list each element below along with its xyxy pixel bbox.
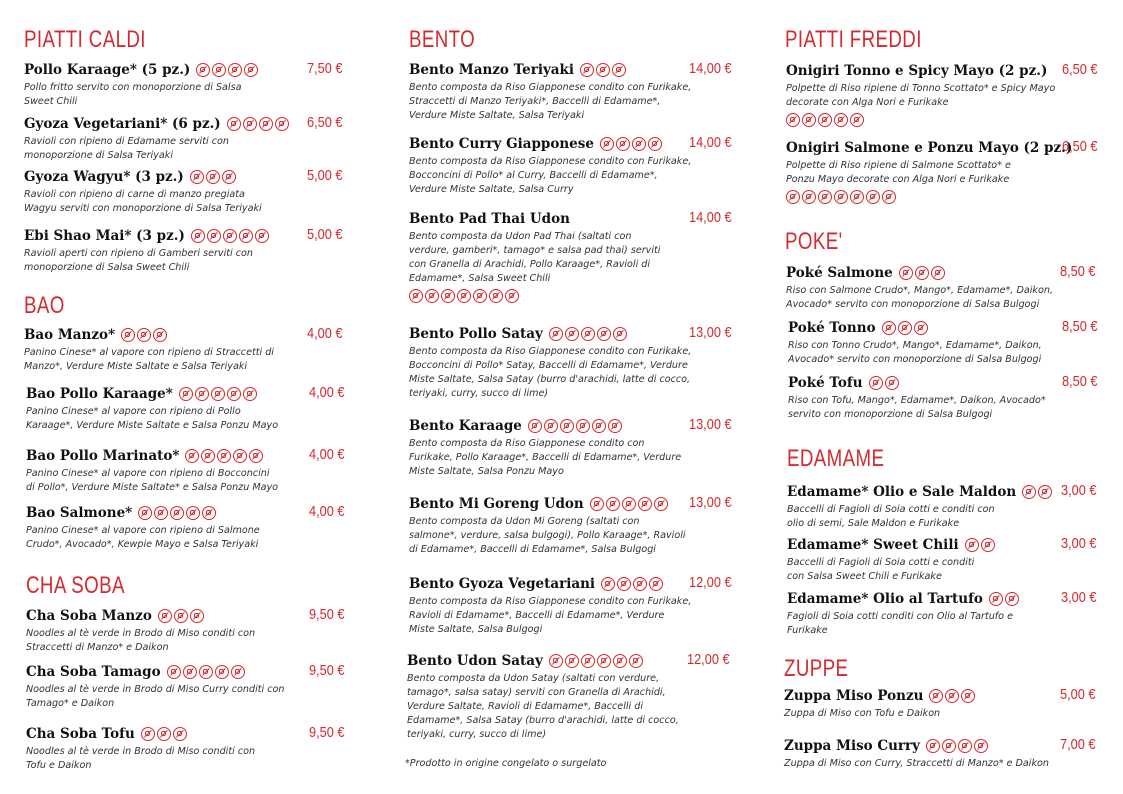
- allergen-icon: [223, 229, 237, 243]
- allergen-icons: [600, 137, 662, 151]
- allergen-icon: [965, 538, 979, 552]
- allergen-icons: [926, 739, 988, 753]
- allergen-icons: [528, 419, 622, 433]
- allergen-icon: [244, 63, 258, 77]
- item-description: Bento composta da Riso Giapponese condito con Furikake, Bocconcini di Pollo* al Curry, Baccelli di Edamame*, Verdure Miste Saltate, Salsa Curry: [409, 156, 692, 195]
- item-name: Bao Pollo Karaage*: [26, 386, 173, 402]
- item-description: Baccelli di Fagioli di Soia cotti e conditi con olio di semi, Sale Maldon e Furikake: [787, 504, 995, 529]
- allergen-icon: [989, 592, 1003, 606]
- allergen-icons: [549, 654, 643, 668]
- item-name: Bento Pad Thai Udon: [409, 211, 570, 227]
- menu-item: [407, 651, 747, 742]
- item-price: 5,00 €: [1060, 686, 1096, 703]
- item-price: 7,50 €: [307, 60, 343, 77]
- allergen-icon: [1038, 485, 1052, 499]
- allergen-icon: [179, 387, 193, 401]
- allergen-icon: [942, 739, 956, 753]
- allergen-icons: [786, 190, 1106, 204]
- menu-item: [784, 736, 1104, 771]
- item-name: Poké Salmone: [786, 265, 893, 281]
- allergen-icon: [590, 497, 604, 511]
- menu-item: [26, 384, 366, 433]
- item-description: Noodles al tè verde in Brodo di Miso conditi con Straccetti di Manzo* e Daikon: [26, 628, 256, 653]
- allergen-icon: [153, 328, 167, 342]
- allergen-icons: [869, 376, 899, 390]
- item-price: 9,50 €: [309, 724, 345, 741]
- menu-item: [24, 325, 364, 374]
- item-name: Ebi Shao Mai* (3 pz.): [24, 228, 185, 244]
- allergen-icon: [632, 137, 646, 151]
- allergen-icon: [549, 654, 563, 668]
- menu-item: [24, 226, 364, 275]
- menu-item: [409, 134, 749, 197]
- allergen-icon: [648, 137, 662, 151]
- allergen-icons: [141, 727, 187, 741]
- item-name: Gyoza Wagyu* (3 pz.): [24, 169, 184, 185]
- allergen-icon: [882, 190, 896, 204]
- menu-item: [26, 503, 366, 552]
- allergen-icon: [608, 419, 622, 433]
- allergen-icons: [227, 117, 289, 131]
- item-price: 4,00 €: [307, 325, 343, 342]
- item-price: 4,00 €: [309, 503, 345, 520]
- allergen-icon: [926, 739, 940, 753]
- allergen-icon: [869, 376, 883, 390]
- allergen-icons: [989, 592, 1019, 606]
- allergen-icon: [638, 497, 652, 511]
- item-name: Bento Udon Satay: [407, 653, 543, 669]
- allergen-icons: [191, 229, 269, 243]
- item-price: 12,00 €: [689, 574, 732, 591]
- allergen-icons: [185, 449, 263, 463]
- allergen-icon: [217, 449, 231, 463]
- allergen-icons: [409, 289, 749, 303]
- menu-item: [409, 416, 749, 479]
- item-description: Bento composta da Udon Mi Goreng (saltati con salmone*, verdure, salsa bulgogi), Pollo Karaage*, Ravioli di Edamame*, Baccelli di Edamame*, Salsa Bulgogi: [409, 516, 686, 555]
- item-title-line: [787, 589, 1107, 609]
- allergen-icon: [190, 609, 204, 623]
- item-title-line: [786, 61, 1106, 81]
- item-price: 7,00 €: [1060, 736, 1096, 753]
- item-description: Panino Cinese* al vapore con ripieno di Pollo Karaage*, Verdure Miste Saltate e Salsa Ponzu Mayo: [26, 406, 279, 431]
- menu-item: [786, 263, 1106, 312]
- item-name: Bento Curry Giapponese: [409, 136, 594, 152]
- allergen-icon: [227, 117, 241, 131]
- item-name: Poké Tonno: [788, 320, 876, 336]
- item-price: 6,50 €: [1062, 61, 1098, 78]
- section-title-zuppe: ZUPPE: [784, 655, 849, 682]
- allergen-icon: [473, 289, 487, 303]
- allergen-icons: [929, 689, 975, 703]
- menu-item: [787, 535, 1107, 584]
- allergen-icon: [899, 266, 913, 280]
- menu-item: [26, 662, 366, 711]
- menu-item: [26, 724, 366, 773]
- allergen-icon: [183, 665, 197, 679]
- item-name: Bao Pollo Marinato*: [26, 448, 180, 464]
- allergen-icon: [201, 449, 215, 463]
- item-name: Bento Pollo Satay: [409, 326, 543, 342]
- allergen-icons: [167, 665, 245, 679]
- item-description: Noodles al tè verde in Brodo di Miso Curry conditi con Tamago* e Daikon: [26, 684, 285, 709]
- allergen-icon: [185, 449, 199, 463]
- item-description: Panino Cinese* al vapore con ripieno di Salmone Crudo*, Avocado*, Kewpie Mayo e Salsa Teriyaki: [26, 525, 260, 550]
- item-name: Poké Tofu: [788, 375, 863, 391]
- allergen-icon: [818, 113, 832, 127]
- allergen-icon: [606, 497, 620, 511]
- allergen-icon: [457, 289, 471, 303]
- item-price: 8,50 €: [1060, 263, 1096, 280]
- allergen-icon: [649, 577, 663, 591]
- allergen-icon: [195, 387, 209, 401]
- allergen-icon: [170, 506, 184, 520]
- item-description: Bento composta da Riso Giapponese condito con Furikake, Pollo Karaage*, Baccelli di Edamame*, Verdure Miste Saltate, Salsa Ponzu Mayo: [409, 438, 682, 477]
- item-description: Bento composta da Udon Satay (saltati con verdure, tamago*, salsa satay) serviti con Granella di Arachidi, Verdure Saltate, Ravioli di Edamame*, Baccelli di Edamame*, Salsa Satay (burro d'arachidi, latte di cocco, teriyaki, curry, succo di lime): [407, 673, 679, 740]
- menu-item: [784, 686, 1104, 721]
- allergen-icon: [141, 727, 155, 741]
- item-description: Panino Cinese* al vapore con ripieno di Straccetti di Manzo*, Verdure Miste Saltate e Salsa Teriyaki: [24, 347, 274, 372]
- allergen-icon: [565, 327, 579, 341]
- menu-item: [26, 606, 366, 655]
- allergen-icon: [914, 321, 928, 335]
- allergen-icon: [157, 727, 171, 741]
- allergen-icon: [882, 321, 896, 335]
- allergen-icon: [1022, 485, 1036, 499]
- allergen-icon: [802, 113, 816, 127]
- allergen-icons: [549, 327, 627, 341]
- section-title-edamame: EDAMAME: [787, 445, 885, 472]
- item-title-line: [786, 138, 1106, 158]
- allergen-icon: [616, 137, 630, 151]
- allergen-icon: [228, 63, 242, 77]
- allergen-icon: [612, 63, 626, 77]
- item-name: Cha Soba Tamago: [26, 664, 161, 680]
- item-description: Polpette di Riso ripiene di Salmone Scottato* e Ponzu Mayo decorate con Alga Nori e Furikake: [786, 160, 1011, 185]
- item-description: Riso con Salmone Crudo*, Mango*, Edamame*, Daikon, Avocado* servito con monoporzione di Salsa Bulgogi: [786, 285, 1053, 310]
- item-description: Ravioli con ripieno di Edamame serviti con monoporzione di Salsa Teriyaki: [24, 136, 229, 161]
- item-name: Edamame* Olio al Tartufo: [787, 591, 983, 607]
- item-description: Zuppa di Miso con Tofu e Daikon: [784, 708, 941, 719]
- allergen-icon: [601, 577, 615, 591]
- item-title-line: [788, 373, 1108, 393]
- allergen-icon: [597, 327, 611, 341]
- allergen-icon: [167, 665, 181, 679]
- menu-item: [787, 589, 1107, 638]
- item-name: Cha Soba Tofu: [26, 726, 135, 742]
- allergen-icon: [597, 654, 611, 668]
- menu-item: [24, 60, 364, 109]
- item-price: 9,50 €: [309, 606, 345, 623]
- menu-item: [24, 167, 364, 216]
- allergen-icon: [622, 497, 636, 511]
- allergen-icon: [915, 266, 929, 280]
- allergen-icons: [121, 328, 167, 342]
- item-price: 6,50 €: [307, 114, 343, 131]
- menu-item: [26, 446, 366, 495]
- allergen-icon: [207, 229, 221, 243]
- section-title-bao: BAO: [24, 292, 65, 319]
- item-price: 9,50 €: [309, 662, 345, 679]
- allergen-icon: [850, 190, 864, 204]
- allergen-icon: [206, 170, 220, 184]
- allergen-icon: [121, 328, 135, 342]
- allergen-icon: [249, 449, 263, 463]
- item-description: Fagioli di Soia cotti conditi con Olio al Tartufo e Furikake: [787, 611, 1013, 636]
- item-name: Zuppa Miso Curry: [784, 738, 921, 754]
- allergen-icon: [945, 689, 959, 703]
- allergen-icon: [581, 327, 595, 341]
- allergen-icon: [255, 229, 269, 243]
- allergen-icon: [633, 577, 647, 591]
- allergen-icons: [965, 538, 995, 552]
- allergen-icon: [885, 376, 899, 390]
- item-name: Bento Karaage: [409, 418, 522, 434]
- allergen-icon: [786, 113, 800, 127]
- allergen-icons: [580, 63, 626, 77]
- item-title-line: [784, 736, 1104, 756]
- item-description: Ravioli aperti con ripieno di Gamberi serviti con monoporzione di Salsa Sweet Chili: [24, 248, 253, 273]
- menu-item: [788, 318, 1108, 367]
- item-description: Ravioli con ripieno di carne di manzo pregiata Wagyu serviti con monoporzione di Salsa Teriyaki: [24, 189, 262, 214]
- allergen-icon: [974, 739, 988, 753]
- allergen-icons: [786, 113, 1106, 127]
- menu-item: [24, 114, 364, 163]
- allergen-icon: [222, 170, 236, 184]
- allergen-icon: [409, 289, 423, 303]
- allergen-icon: [802, 190, 816, 204]
- allergen-icon: [958, 739, 972, 753]
- section-title-cha-soba: CHA SOBA: [26, 572, 125, 599]
- item-description: Polpette di Riso ripiene di Tonno Scottato* e Spicy Mayo decorate con Alga Nori e Furikake: [786, 83, 1056, 108]
- allergen-icon: [505, 289, 519, 303]
- allergen-icon: [834, 113, 848, 127]
- menu-item: [788, 373, 1108, 422]
- item-name: Gyoza Vegetariani* (6 pz.): [24, 116, 221, 132]
- allergen-icon: [173, 727, 187, 741]
- allergen-icon: [174, 609, 188, 623]
- allergen-icon: [199, 665, 213, 679]
- allergen-icon: [227, 387, 241, 401]
- item-price: 4,00 €: [309, 384, 345, 401]
- item-price: 5,00 €: [307, 226, 343, 243]
- allergen-icon: [544, 419, 558, 433]
- item-name: Bento Mi Goreng Udon: [409, 496, 584, 512]
- item-title-line: [788, 318, 1108, 338]
- allergen-icon: [961, 689, 975, 703]
- item-description: Baccelli di Fagioli di Soia cotti e conditi con Salsa Sweet Chili e Furikake: [787, 557, 975, 582]
- menu-item: [787, 482, 1107, 531]
- allergen-icon: [231, 665, 245, 679]
- item-name: Pollo Karaage* (5 pz.): [24, 62, 191, 78]
- allergen-icon: [600, 137, 614, 151]
- allergen-icon: [239, 229, 253, 243]
- allergen-icon: [786, 190, 800, 204]
- allergen-icon: [196, 63, 210, 77]
- allergen-icon: [233, 449, 247, 463]
- allergen-icon: [560, 419, 574, 433]
- allergen-icon: [211, 387, 225, 401]
- item-name: Edamame* Sweet Chili: [787, 537, 959, 553]
- allergen-icon: [186, 506, 200, 520]
- allergen-icon: [191, 229, 205, 243]
- item-description: Riso con Tofu, Mango*, Edamame*, Daikon, Avocado* servito con monoporzione di Salsa Bulgogi: [788, 395, 1046, 420]
- item-price: 14,00 €: [689, 60, 732, 77]
- allergen-icons: [158, 609, 204, 623]
- allergen-icon: [629, 654, 643, 668]
- allergen-icon: [275, 117, 289, 131]
- allergen-icon: [190, 170, 204, 184]
- item-price: 8,50 €: [1062, 373, 1098, 390]
- allergen-icon: [243, 387, 257, 401]
- item-name: Bao Salmone*: [26, 505, 133, 521]
- allergen-icon: [654, 497, 668, 511]
- item-name: Onigiri Tonno e Spicy Mayo (2 pz.): [786, 63, 1048, 79]
- item-price: 13,00 €: [689, 416, 732, 433]
- menu-item: [786, 61, 1106, 127]
- item-price: 6,50 €: [1062, 138, 1098, 155]
- item-price: 14,00 €: [689, 209, 732, 226]
- allergen-icons: [190, 170, 236, 184]
- allergen-icon: [441, 289, 455, 303]
- item-title-line: [784, 686, 1104, 706]
- allergen-icon: [866, 190, 880, 204]
- allergen-icon: [138, 506, 152, 520]
- item-description: Noodles al tè verde in Brodo di Miso conditi con Tofu e Daikon: [26, 746, 256, 771]
- menu-item: [409, 209, 749, 303]
- menu-item: [409, 494, 749, 557]
- item-price: 4,00 €: [309, 446, 345, 463]
- allergen-icon: [596, 63, 610, 77]
- item-price: 3,00 €: [1061, 589, 1097, 606]
- allergen-icons: [138, 506, 216, 520]
- section-title-poke: POKE': [785, 228, 843, 255]
- section-title-bento: BENTO: [409, 26, 476, 53]
- item-title-line: [786, 263, 1106, 283]
- item-price: 13,00 €: [689, 494, 732, 511]
- item-price: 3,00 €: [1061, 535, 1097, 552]
- allergen-icon: [549, 327, 563, 341]
- allergen-icon: [489, 289, 503, 303]
- menu-item: [409, 574, 749, 637]
- allergen-icon: [259, 117, 273, 131]
- item-name: Zuppa Miso Ponzu: [784, 688, 924, 704]
- item-title-line: [787, 482, 1107, 502]
- item-name: Edamame* Olio e Sale Maldon: [787, 484, 1017, 500]
- item-description: Panino Cinese* al vapore con ripieno di Bocconcini di Pollo*, Verdure Miste Saltate* e Salsa Ponzu Mayo: [26, 468, 279, 493]
- menu-item: [409, 60, 749, 123]
- allergen-icon: [592, 419, 606, 433]
- menu-item: [786, 138, 1106, 204]
- allergen-icons: [882, 321, 928, 335]
- allergen-icon: [158, 609, 172, 623]
- allergen-icon: [137, 328, 151, 342]
- item-description: Riso con Tonno Crudo*, Mango*, Edamame*, Daikon, Avocado* servito con monoporzione di Salsa Bulgogi: [788, 340, 1042, 365]
- item-description: Pollo fritto servito con monoporzione di Salsa Sweet Chili: [24, 82, 242, 107]
- allergen-icons: [1022, 485, 1052, 499]
- allergen-icons: [196, 63, 258, 77]
- item-description: Bento composta da Riso Giapponese condito con Furikake, Ravioli di Edamame*, Baccelli di Edamame*, Verdure Miste Saltate, Salsa Bulgogi: [409, 596, 692, 635]
- allergen-icon: [154, 506, 168, 520]
- allergen-icon: [202, 506, 216, 520]
- allergen-icon: [818, 190, 832, 204]
- allergen-icon: [565, 654, 579, 668]
- item-name: Onigiri Salmone e Ponzu Mayo (2 pz.): [786, 140, 1073, 156]
- item-description: Bento composta da Riso Giapponese condito con Furikake, Straccetti di Manzo Teriyaki*, Baccelli di Edamame*, Verdure Miste Saltate, Salsa Teriyaki: [409, 82, 692, 121]
- allergen-icon: [580, 63, 594, 77]
- allergen-icon: [243, 117, 257, 131]
- item-price: 13,00 €: [689, 324, 732, 341]
- menu-item: [409, 324, 749, 401]
- item-description: Bento composta da Riso Giapponese condito con Furikake, Bocconcini di Pollo* Satay, Baccelli di Edamame*, Verdure Miste Saltate, Salsa Satay (burro d'arachidi, latte di cocco, teriyaki, curry, succo di lime): [409, 346, 692, 399]
- allergen-icon: [212, 63, 226, 77]
- section-title-piatti-caldi: PIATTI CALDI: [24, 26, 146, 53]
- allergen-icon: [613, 327, 627, 341]
- allergen-icon: [898, 321, 912, 335]
- allergen-icon: [929, 689, 943, 703]
- allergen-icon: [617, 577, 631, 591]
- allergen-icon: [931, 266, 945, 280]
- allergen-icon: [425, 289, 439, 303]
- allergen-icon: [215, 665, 229, 679]
- section-title-piatti-freddi: PIATTI FREDDI: [785, 26, 922, 53]
- allergen-icon: [581, 654, 595, 668]
- allergen-icon: [613, 654, 627, 668]
- item-description: Zuppa di Miso con Curry, Straccetti di Manzo* e Daikon: [784, 758, 1049, 769]
- allergen-icon: [528, 419, 542, 433]
- item-price: 12,00 €: [687, 651, 730, 668]
- item-name: Bao Manzo*: [24, 327, 116, 343]
- allergen-icons: [179, 387, 257, 401]
- allergen-icons: [590, 497, 668, 511]
- item-name: Bento Gyoza Vegetariani: [409, 576, 596, 592]
- item-price: 8,50 €: [1062, 318, 1098, 335]
- item-price: 14,00 €: [689, 134, 732, 151]
- allergen-icon: [981, 538, 995, 552]
- allergen-icon: [834, 190, 848, 204]
- item-price: 3,00 €: [1061, 482, 1097, 499]
- allergen-icons: [601, 577, 663, 591]
- allergen-icons: [899, 266, 945, 280]
- allergen-icon: [1005, 592, 1019, 606]
- footnote: *Prodotto in origine congelato o surgelato: [405, 758, 607, 769]
- allergen-icon: [576, 419, 590, 433]
- item-name: Cha Soba Manzo: [26, 608, 152, 624]
- item-name: Bento Manzo Teriyaki: [409, 62, 575, 78]
- item-price: 5,00 €: [307, 167, 343, 184]
- item-title-line: [787, 535, 1107, 555]
- item-description: Bento composta da Udon Pad Thai (saltati con verdure, gamberi*, tamago* e salsa pad thai) serviti con Granella di Arachidi, Pollo Karaage*, Ravioli di Edamame*, Salsa Sweet Chili: [409, 231, 661, 284]
- allergen-icon: [850, 113, 864, 127]
